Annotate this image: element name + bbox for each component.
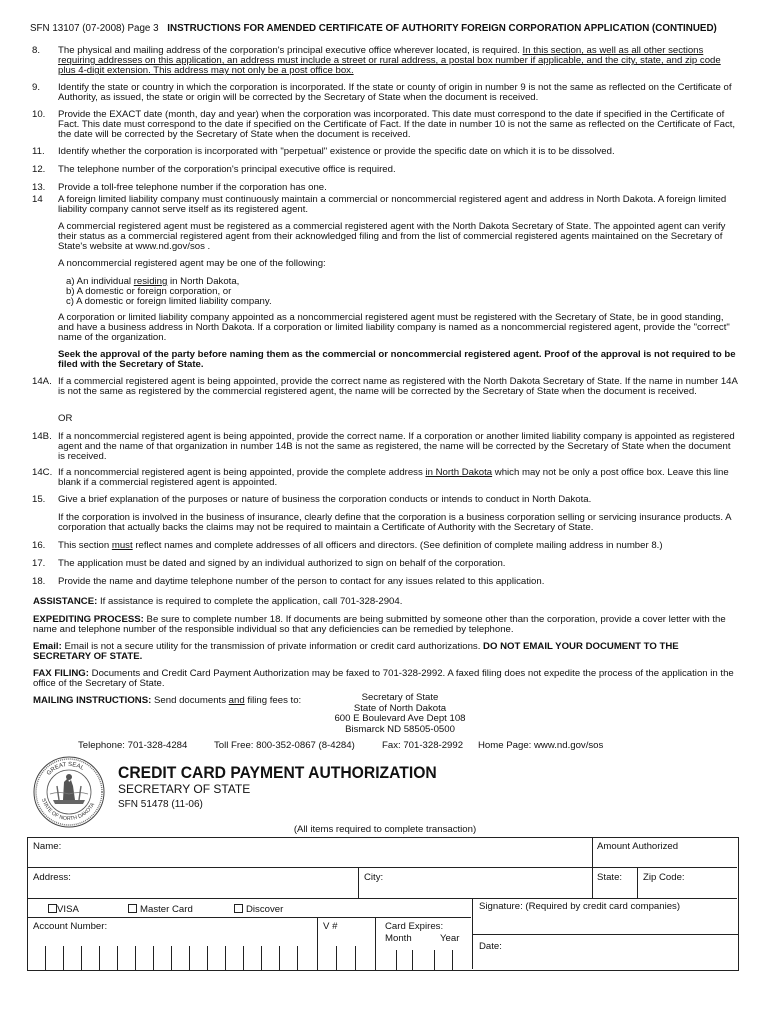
zip-field[interactable] bbox=[638, 868, 737, 899]
cc-title: CREDIT CARD PAYMENT AUTHORIZATION bbox=[118, 764, 437, 782]
visa-label: VISA bbox=[57, 904, 79, 915]
name-field[interactable] bbox=[27, 837, 593, 868]
digit-divider bbox=[171, 946, 172, 970]
item-text: Provide the EXACT date (month, day and year) when the corporation was incorporated. This date must correspond to the date if specified in the Certificate of Fact. This date must correspond to the date if specified on the Certificate of Fact. If the date in number 10 is not the same as reflected on the Certificate of Fact, the date will be corrected by the Secretary of State when the document is received. bbox=[58, 109, 736, 141]
date-label: Date: bbox=[479, 941, 502, 952]
item-text: Identify the state or country in which the corporation is incorporated. If the state or county of origin in number 9 is not the same as reflected on the Certificate of Authority, as issued, the state or origin will be corrected by the Secretary of State when the document is received. bbox=[58, 82, 732, 104]
digit-divider bbox=[225, 946, 226, 970]
address-label: Address: bbox=[33, 872, 71, 883]
item-number: 10. bbox=[32, 109, 46, 120]
item-text: Identify whether the corporation is incorporated with "perpetual" existence or provide the specific date on which it is to be dissolved. bbox=[58, 146, 615, 157]
discover-checkbox[interactable] bbox=[234, 904, 243, 913]
agent-list bbox=[66, 277, 746, 307]
digit-divider bbox=[45, 946, 46, 970]
insurance-paragraph: If the corporation is involved in the business of insurance, clearly define that the corporation is a business corporation selling or servicing insurance products. A corporation that actually backs the claims may not be required to maintain a Certificate of Authority with the Secretary of State. bbox=[58, 512, 731, 534]
section-text: If assistance is required to complete the application, call 701-328-2904. bbox=[97, 596, 403, 607]
state-seal-icon bbox=[33, 756, 105, 828]
digit-divider bbox=[117, 946, 118, 970]
item-text: A foreign limited liability company must continuously maintain a commercial or noncommercial registered agent and address in North Dakota. A foreign limited liability company cannot serve itself as its registered agent. bbox=[58, 194, 727, 216]
section-label: FAX FILING: bbox=[33, 668, 89, 679]
item-number: 11. bbox=[32, 146, 45, 157]
item-number: 13. bbox=[32, 182, 46, 193]
item-text: Give a brief explanation of the purposes or nature of business the corporation conducts or intends to conduct in North Dakota. bbox=[58, 494, 592, 505]
digit-divider bbox=[355, 946, 356, 970]
item-text: If a noncommercial registered agent is being appointed, provide the correct name. If a corporation or another limited liability company is appointed as registered agent and the name of that organization in number 14B is not the same as registered, the name will be corrected by the Secretary of State when the document is received. bbox=[58, 431, 735, 463]
list-text: a) An individual bbox=[66, 276, 134, 287]
digit-divider bbox=[336, 946, 337, 970]
visa-checkbox[interactable] bbox=[48, 904, 57, 913]
digit-divider bbox=[81, 946, 82, 970]
mastercard-checkbox[interactable] bbox=[128, 904, 137, 913]
item-text-underlined: in North Dakota bbox=[425, 467, 493, 478]
mastercard-label: Master Card bbox=[140, 904, 193, 915]
noncommercial-agent-paragraph: A noncommercial registered agent may be one of the following: bbox=[58, 258, 326, 269]
digit-divider bbox=[135, 946, 136, 970]
address-line: State of North Dakota bbox=[353, 702, 447, 714]
section-label: Email: bbox=[33, 641, 62, 652]
item-text: The telephone number of the corporation's principal executive office is required. bbox=[58, 164, 396, 175]
visa-option[interactable] bbox=[48, 904, 79, 915]
commercial-agent-paragraph: A commercial registered agent must be registered as a commercial registered agent with the North Dakota Secretary of State. The appointed agent can verify their status as a commercial registered agent from their acknowledged filing and from the list of commercial registered agents maintained on the Secretary of State's website at www.nd.gov/sos . bbox=[58, 221, 726, 253]
item-text: Provide the name and daytime telephone number of the person to contact for any issues related to this application. bbox=[58, 576, 545, 587]
discover-label: Discover bbox=[246, 904, 284, 915]
item-text bbox=[58, 46, 738, 76]
section-text: Email is not a secure utility for the transmission of private information or credit card authorizations. bbox=[61, 641, 484, 652]
digit-divider bbox=[412, 950, 413, 970]
v-number-field[interactable] bbox=[318, 917, 376, 970]
corporation-agent-paragraph: A corporation or limited liability company appointed as a noncommercial registered agent must be registered with the Secretary of State, be in good standing, and have a business address in North Dakota. If a corporation or limited liability company is named as a noncommercial registered agent, provide the "correct" name of the organization. bbox=[58, 312, 730, 344]
card-expires-label: Card Expires: bbox=[385, 921, 444, 932]
digit-divider bbox=[452, 950, 453, 970]
state-field[interactable] bbox=[593, 868, 638, 899]
section-text-underlined: and bbox=[228, 695, 245, 706]
digit-divider bbox=[297, 946, 298, 970]
item-text-part: If a noncommercial registered agent is being appointed, provide the complete address bbox=[58, 467, 426, 478]
section-text: filing fees to: bbox=[244, 695, 302, 706]
item-text-underlined: must bbox=[111, 540, 133, 551]
item-text: If a commercial registered agent is being appointed, provide the correct name as registered with the North Dakota Secretary of State. If the name in number 14A is not the same as registered by the commercial registered agent, the name will be corrected by the Secretary of State when the document is received. bbox=[58, 376, 738, 398]
signature-divider bbox=[473, 934, 738, 935]
fax-section bbox=[33, 669, 738, 689]
city-label: City: bbox=[364, 872, 384, 883]
item-number: 12. bbox=[32, 164, 46, 175]
digit-divider bbox=[63, 946, 64, 970]
signature-field[interactable] bbox=[472, 899, 738, 969]
item-number: 14B. bbox=[32, 431, 52, 442]
signature-label: Signature: (Required by credit card companies) bbox=[479, 901, 681, 912]
item-text-part: reflect names and complete addresses of all officers and directors. (See definition of complete mailing address in number 8.) bbox=[132, 540, 663, 551]
agent-list-item-c: c) A domestic or foreign limited liability company. bbox=[66, 296, 272, 308]
mailing-address bbox=[300, 693, 500, 736]
section-label: MAILING INSTRUCTIONS: bbox=[33, 695, 152, 706]
item-text-part: This section bbox=[58, 540, 112, 551]
item-text: Provide a toll-free telephone number if the corporation has one. bbox=[58, 182, 327, 193]
card-expires-field[interactable] bbox=[376, 917, 471, 970]
item-number: 16. bbox=[32, 540, 46, 551]
address-field[interactable] bbox=[27, 868, 359, 899]
section-text: Send documents bbox=[151, 695, 229, 706]
amount-field[interactable] bbox=[593, 837, 737, 868]
cc-note: (All items required to complete transaction) bbox=[293, 824, 477, 835]
section-label: ASSISTANCE: bbox=[33, 596, 98, 607]
zip-label: Zip Code: bbox=[643, 872, 685, 883]
seal-bottom-text: STATE OF NORTH DAKOTA bbox=[39, 797, 97, 823]
seal-top-text: GREAT SEAL bbox=[46, 761, 85, 777]
item-text: The application must be dated and signed by an individual authorized to sign on behalf of the corporation. bbox=[58, 558, 506, 569]
digit-divider bbox=[279, 946, 280, 970]
item-number: 14C. bbox=[32, 467, 53, 478]
cc-form-id: SFN 51478 (11-06) bbox=[118, 799, 203, 810]
digit-divider bbox=[261, 946, 262, 970]
section-label: EXPEDITING PROCESS: bbox=[33, 614, 144, 625]
digit-divider bbox=[153, 946, 154, 970]
digit-divider bbox=[434, 950, 435, 970]
form-id: SFN 13107 (07-2008) Page 3 bbox=[30, 23, 159, 34]
account-label: Account Number: bbox=[33, 921, 108, 932]
item-number: 18. bbox=[32, 576, 46, 587]
item-number: 9. bbox=[32, 82, 41, 93]
account-number-field[interactable] bbox=[27, 917, 318, 970]
month-label: Month bbox=[385, 933, 412, 944]
contact-telephone: Telephone: 701-328-4284 bbox=[78, 740, 188, 751]
list-text-underlined: residing bbox=[133, 276, 168, 287]
discover-option[interactable] bbox=[234, 904, 283, 915]
address-line: Secretary of State bbox=[361, 692, 439, 703]
approval-paragraph: Seek the approval of the party before naming them as the commercial or noncommercial registered agent. Proof of the approval is not required to be filed with the Secretary of State. bbox=[58, 349, 736, 371]
agent-list-item-b: b) A domestic or foreign corporation, or bbox=[66, 286, 232, 298]
item-text-underlined: In this section, as well as all other sections requiring addresses on this application, an address must include a street or rural address, a postal box number if applicable, and the city, state, and zip code plus 4-digit extension. This address may not only be a post office box. bbox=[58, 45, 721, 77]
address-line: Bismarck ND 58505-0500 bbox=[345, 724, 455, 736]
contact-homepage: Home Page: www.nd.gov/sos bbox=[478, 740, 604, 751]
cc-subtitle: SECRETARY OF STATE bbox=[118, 782, 251, 796]
item-text-part: The physical and mailing address of the corporation's principal executive office wherever located, is required. bbox=[58, 45, 523, 56]
page-title: INSTRUCTIONS FOR AMENDED CERTIFICATE OF AUTHORITY FOREIGN CORPORATION APPLICATION (CONTINUED) bbox=[167, 23, 717, 34]
digit-divider bbox=[99, 946, 100, 970]
item-text-part: which may not be only a post office box. Leave this line blank if a commercial registered agent is appointed. bbox=[58, 467, 729, 489]
item-text bbox=[58, 541, 738, 551]
item-number: 14 bbox=[32, 194, 43, 205]
section-warning: DO NOT EMAIL YOUR DOCUMENT TO THE SECRETARY OF STATE. bbox=[33, 641, 679, 663]
state-label: State: bbox=[597, 872, 623, 883]
assistance-section bbox=[33, 597, 738, 607]
item-number: 8. bbox=[32, 45, 41, 56]
item-number: 14A. bbox=[32, 376, 52, 387]
item-number: 15. bbox=[32, 494, 46, 505]
section-text: Documents and Credit Card Payment Authorization may be faxed to 701-328-2992. A faxed filing does not expedite the process of the application in the office of the Secretary of State. bbox=[33, 668, 734, 690]
list-text: in North Dakota, bbox=[167, 276, 240, 287]
item-number: 17. bbox=[32, 558, 46, 569]
or-separator: OR bbox=[58, 413, 73, 424]
amount-label: Amount Authorized bbox=[597, 841, 679, 852]
item-text bbox=[58, 468, 738, 488]
section-text: Be sure to complete number 18. If documents are being submitted by someone other than the corporation, provide a cover letter with the name and telephone number of the responsible individual so that any deficiencies can be remedied by telephone. bbox=[33, 614, 726, 636]
digit-divider bbox=[243, 946, 244, 970]
digit-divider bbox=[207, 946, 208, 970]
address-line: 600 E Boulevard Ave Dept 108 bbox=[334, 713, 466, 725]
email-section bbox=[33, 642, 738, 662]
digit-divider bbox=[189, 946, 190, 970]
contact-fax: Fax: 701-328-2992 bbox=[382, 740, 464, 751]
expediting-section bbox=[33, 615, 738, 635]
contact-tollfree: Toll Free: 800-352-0867 (8-4284) bbox=[214, 740, 355, 751]
year-label: Year bbox=[440, 933, 460, 944]
v-number-label: V # bbox=[323, 921, 338, 932]
page-header bbox=[30, 24, 745, 34]
mastercard-option[interactable] bbox=[128, 904, 193, 915]
digit-divider bbox=[396, 950, 397, 970]
name-label: Name: bbox=[33, 841, 62, 852]
city-field[interactable] bbox=[359, 868, 593, 899]
